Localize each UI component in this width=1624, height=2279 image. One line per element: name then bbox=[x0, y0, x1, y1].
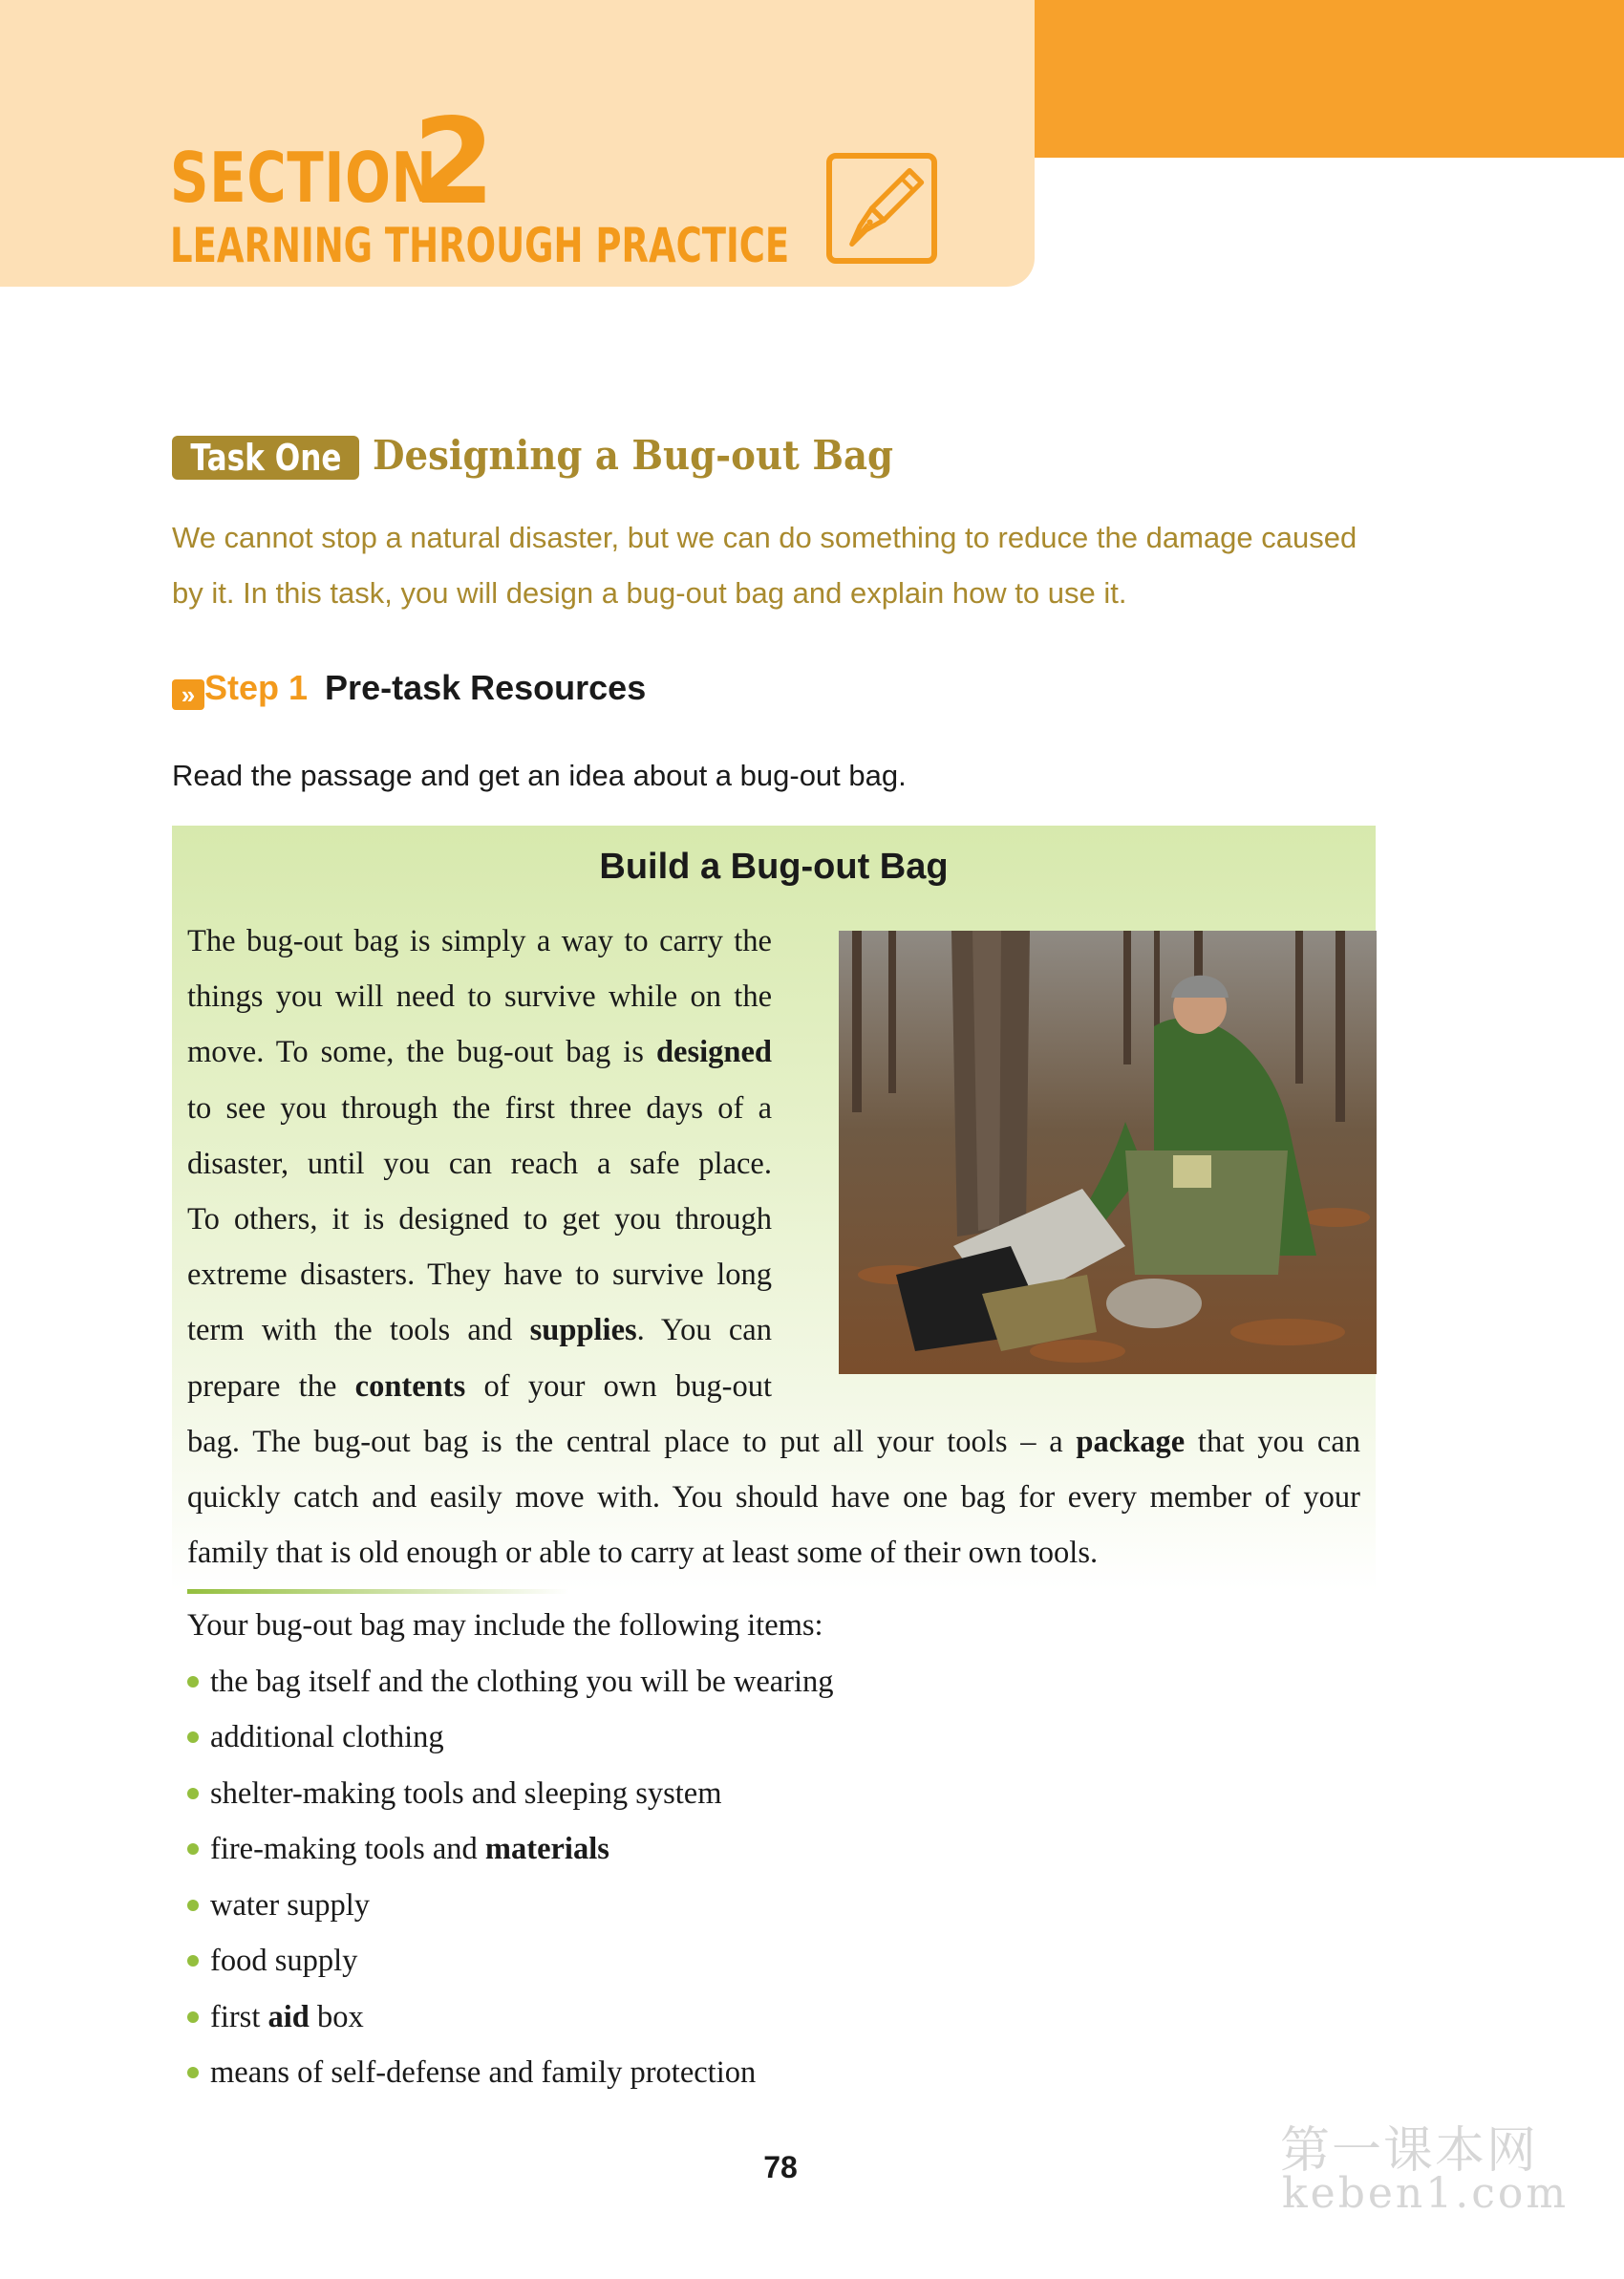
list-item: food supply bbox=[187, 1933, 1047, 1989]
bullet-icon bbox=[187, 2011, 199, 2023]
passage-title: Build a Bug-out Bag bbox=[599, 847, 949, 887]
passage-line: The bug-out bag is simply a way to carry the bbox=[187, 924, 772, 958]
page-number: 78 bbox=[763, 2150, 798, 2184]
passage-line: To others, it is designed to get you through bbox=[187, 1201, 772, 1236]
passage-line: things you will need to survive while on the bbox=[187, 979, 772, 1015]
bullet-icon bbox=[187, 1731, 199, 1743]
items-lead: Your bug-out bag may include the following items: bbox=[187, 1608, 823, 1643]
bullet-icon bbox=[187, 1843, 199, 1855]
double-chevron-icon: » bbox=[172, 679, 204, 710]
list-item: shelter-making tools and sleeping system bbox=[187, 1766, 1047, 1822]
list-item: first aid box bbox=[187, 1989, 1047, 2046]
list-item: the bag itself and the clothing you will be wearing bbox=[187, 1654, 1047, 1710]
step-label: Step 1 bbox=[204, 668, 309, 707]
watermark-chinese: 第一课本网 bbox=[1280, 2122, 1539, 2180]
bullet-icon bbox=[187, 1900, 199, 1911]
task-intro: We cannot stop a natural disaster, but we can do something to reduce the damage caused by it. In this task, you will design a bug-out bag and explain how to use it. bbox=[172, 521, 1357, 610]
passage-body bbox=[187, 914, 1362, 1580]
passage-line: disaster, until you can reach a safe place. bbox=[187, 1146, 772, 1181]
passage-line: bag. The bug-out bag is the central place to put all your tools – a package that you can bbox=[187, 1424, 1360, 1459]
passage-line: move. To some, the bug-out bag is designed bbox=[187, 1035, 772, 1070]
list-item: fire-making tools and materials bbox=[187, 1821, 1047, 1878]
passage-line: term with the tools and supplies. You can bbox=[187, 1313, 772, 1348]
section-divider bbox=[187, 1589, 569, 1594]
passage-box bbox=[172, 826, 1376, 1592]
passage-line: prepare the contents of your own bug-out bbox=[187, 1368, 772, 1404]
header-accent-block bbox=[1035, 0, 1624, 158]
bullet-icon bbox=[187, 1676, 199, 1688]
list-item: means of self-defense and family protection bbox=[187, 2045, 1047, 2101]
passage-line: quickly catch and easily move with. You should have one bag for every member of your bbox=[187, 1479, 1360, 1515]
items-section bbox=[187, 1598, 1047, 2101]
list-item: additional clothing bbox=[187, 1709, 1047, 1766]
list-item: water supply bbox=[187, 1878, 1047, 1934]
task-badge: Task One bbox=[172, 436, 359, 480]
section-number: 2 bbox=[413, 94, 496, 231]
passage-line: extreme disasters. They have to survive long bbox=[187, 1258, 772, 1293]
step-heading bbox=[172, 667, 646, 709]
passage-line: family that is old enough or able to carry at least some of their own tools. bbox=[187, 1536, 1099, 1571]
bullet-icon bbox=[187, 2067, 199, 2078]
pen-nib-icon bbox=[826, 153, 937, 264]
task-title: Designing a Bug-out Bag bbox=[373, 432, 894, 479]
bullet-icon bbox=[187, 1955, 199, 1967]
bullet-icon bbox=[187, 1788, 199, 1799]
instruction-text: Read the passage and get an idea about a bug-out bag. bbox=[172, 759, 907, 792]
passage-line: to see you through the first three days of a bbox=[187, 1090, 772, 1126]
items-list bbox=[187, 1654, 1047, 2101]
section-label: SECTION bbox=[170, 138, 438, 218]
section-subtitle: LEARNING THROUGH PRACTICE bbox=[170, 218, 790, 273]
watermark-url: keben1.com bbox=[1282, 2169, 1570, 2218]
step-title: Pre-task Resources bbox=[325, 668, 647, 707]
